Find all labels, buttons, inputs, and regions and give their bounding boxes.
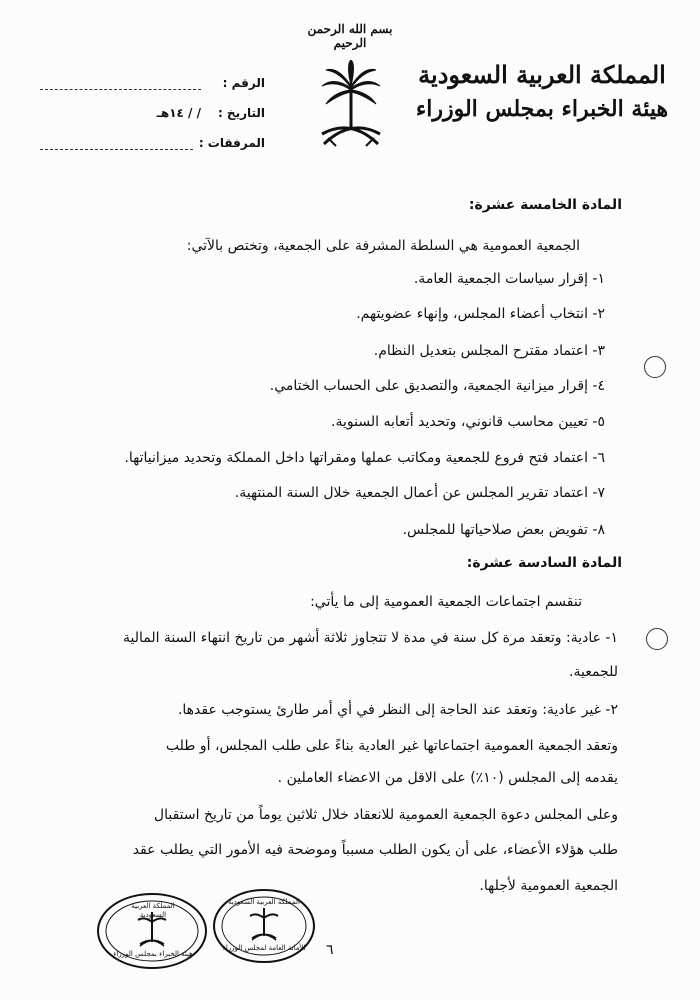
article-15-heading: المادة الخامسة عشرة: [468, 197, 622, 213]
date-row [40, 98, 265, 128]
authority-name: هيئة الخبراء بمجلس الوزراء [415, 96, 669, 122]
ref-line [40, 77, 201, 90]
palm-swords-emblem-icon [316, 60, 386, 160]
article-16-item-1: ١- عادية: وتعقد مرة كل سنة في مدة لا تتجاوز ثلاثة أشهر من تاريخ انتهاء السنة المالية [122, 630, 618, 646]
stamp-right-top-text: المملكة العربية السعودية [228, 898, 300, 906]
article-15-item: ٦- اعتماد فتح فروع للجمعية ومكاتب عملها ومقراتها داخل المملكة وتحديد ميزانياتها. [124, 450, 605, 466]
attachments-label: المرفقات : [198, 136, 265, 150]
basmala: بسم الله الرحمن الرحيم [307, 22, 393, 50]
article-16-paragraph-2-end: الجمعية العمومية لأجلها. [479, 878, 618, 894]
letter-meta-fields [40, 68, 265, 158]
article-16-item-2: ٢- غير عادية: وتعقد عند الحاجة إلى النظر في أي أمر طارئ يستوجب عقدها. [177, 702, 618, 718]
stamp-left-top-text: المملكة العربية السعودية [131, 902, 175, 919]
article-15-item: ١- إقرار سياسات الجمعية العامة. [413, 271, 605, 287]
article-15-item: ٤- إقرار ميزانية الجمعية، والتصديق على الحساب الختامي. [269, 378, 605, 394]
article-15-item: ٨- تفويض بعض صلاحياتها للمجلس. [402, 522, 605, 538]
article-15-item: ٣- اعتماد مقترح المجلس بتعديل النظام. [373, 343, 605, 359]
page-number: ٦ [326, 942, 334, 958]
article-15-item: ٥- تعيين محاسب قانوني، وتحديد أتعابه السنوية. [331, 414, 605, 430]
article-16-paragraph-1-cont: يقدمه إلى المجلس (١٠٪) على الاقل من الاعضاء العاملين . [277, 770, 618, 786]
article-15-intro: الجمعية العمومية هي السلطة المشرفة على الجمعية، وتختص بالآتي: [186, 238, 580, 254]
date-value: / / ١٤هـ [156, 106, 201, 120]
article-16-item-1-cont: للجمعية. [569, 664, 618, 680]
article-16-heading: المادة السادسة عشرة: [466, 555, 622, 571]
article-16-intro: تنقسم اجتماعات الجمعية العمومية إلى ما يأتي: [310, 594, 582, 610]
hole-punch-mark [644, 356, 666, 378]
attachments-row [40, 128, 265, 158]
article-16-paragraph-2-cont: طلب هؤلاء الأعضاء، على أن يكون الطلب مسبباً وموضحة فيه الأمور التي يطلب عقد [132, 842, 618, 858]
article-15-item: ٧- اعتماد تقرير المجلس عن أعمال الجمعية خلال السنة المنتهية. [234, 485, 605, 501]
hole-punch-mark [646, 628, 668, 650]
stamp-left-bottom-text: هيئة الخبراء بمجلس الوزراء [113, 950, 193, 958]
attachments-line [40, 137, 193, 150]
article-15-item: ٢- انتخاب أعضاء المجلس، وإنهاء عضويتهم. [356, 306, 605, 322]
ref-label: الرقم : [222, 76, 265, 90]
stamp-right-bottom-text: الأمانة العامة لمجلس الوزراء [222, 944, 306, 952]
kingdom-name: المملكة العربية السعودية [418, 60, 666, 89]
letterhead-title-block [412, 58, 672, 126]
article-16-paragraph-2: وعلى المجلس دعوة الجمعية العمومية للانعقاد خلال ثلاثين يوماً من تاريخ استقبال [153, 807, 618, 823]
ref-row [40, 68, 265, 98]
date-label: التاريخ : [217, 106, 265, 120]
article-16-paragraph-1: وتعقد الجمعية العمومية اجتماعاتها غير العادية بناءً على طلب المجلس، أو طلب [165, 738, 618, 754]
